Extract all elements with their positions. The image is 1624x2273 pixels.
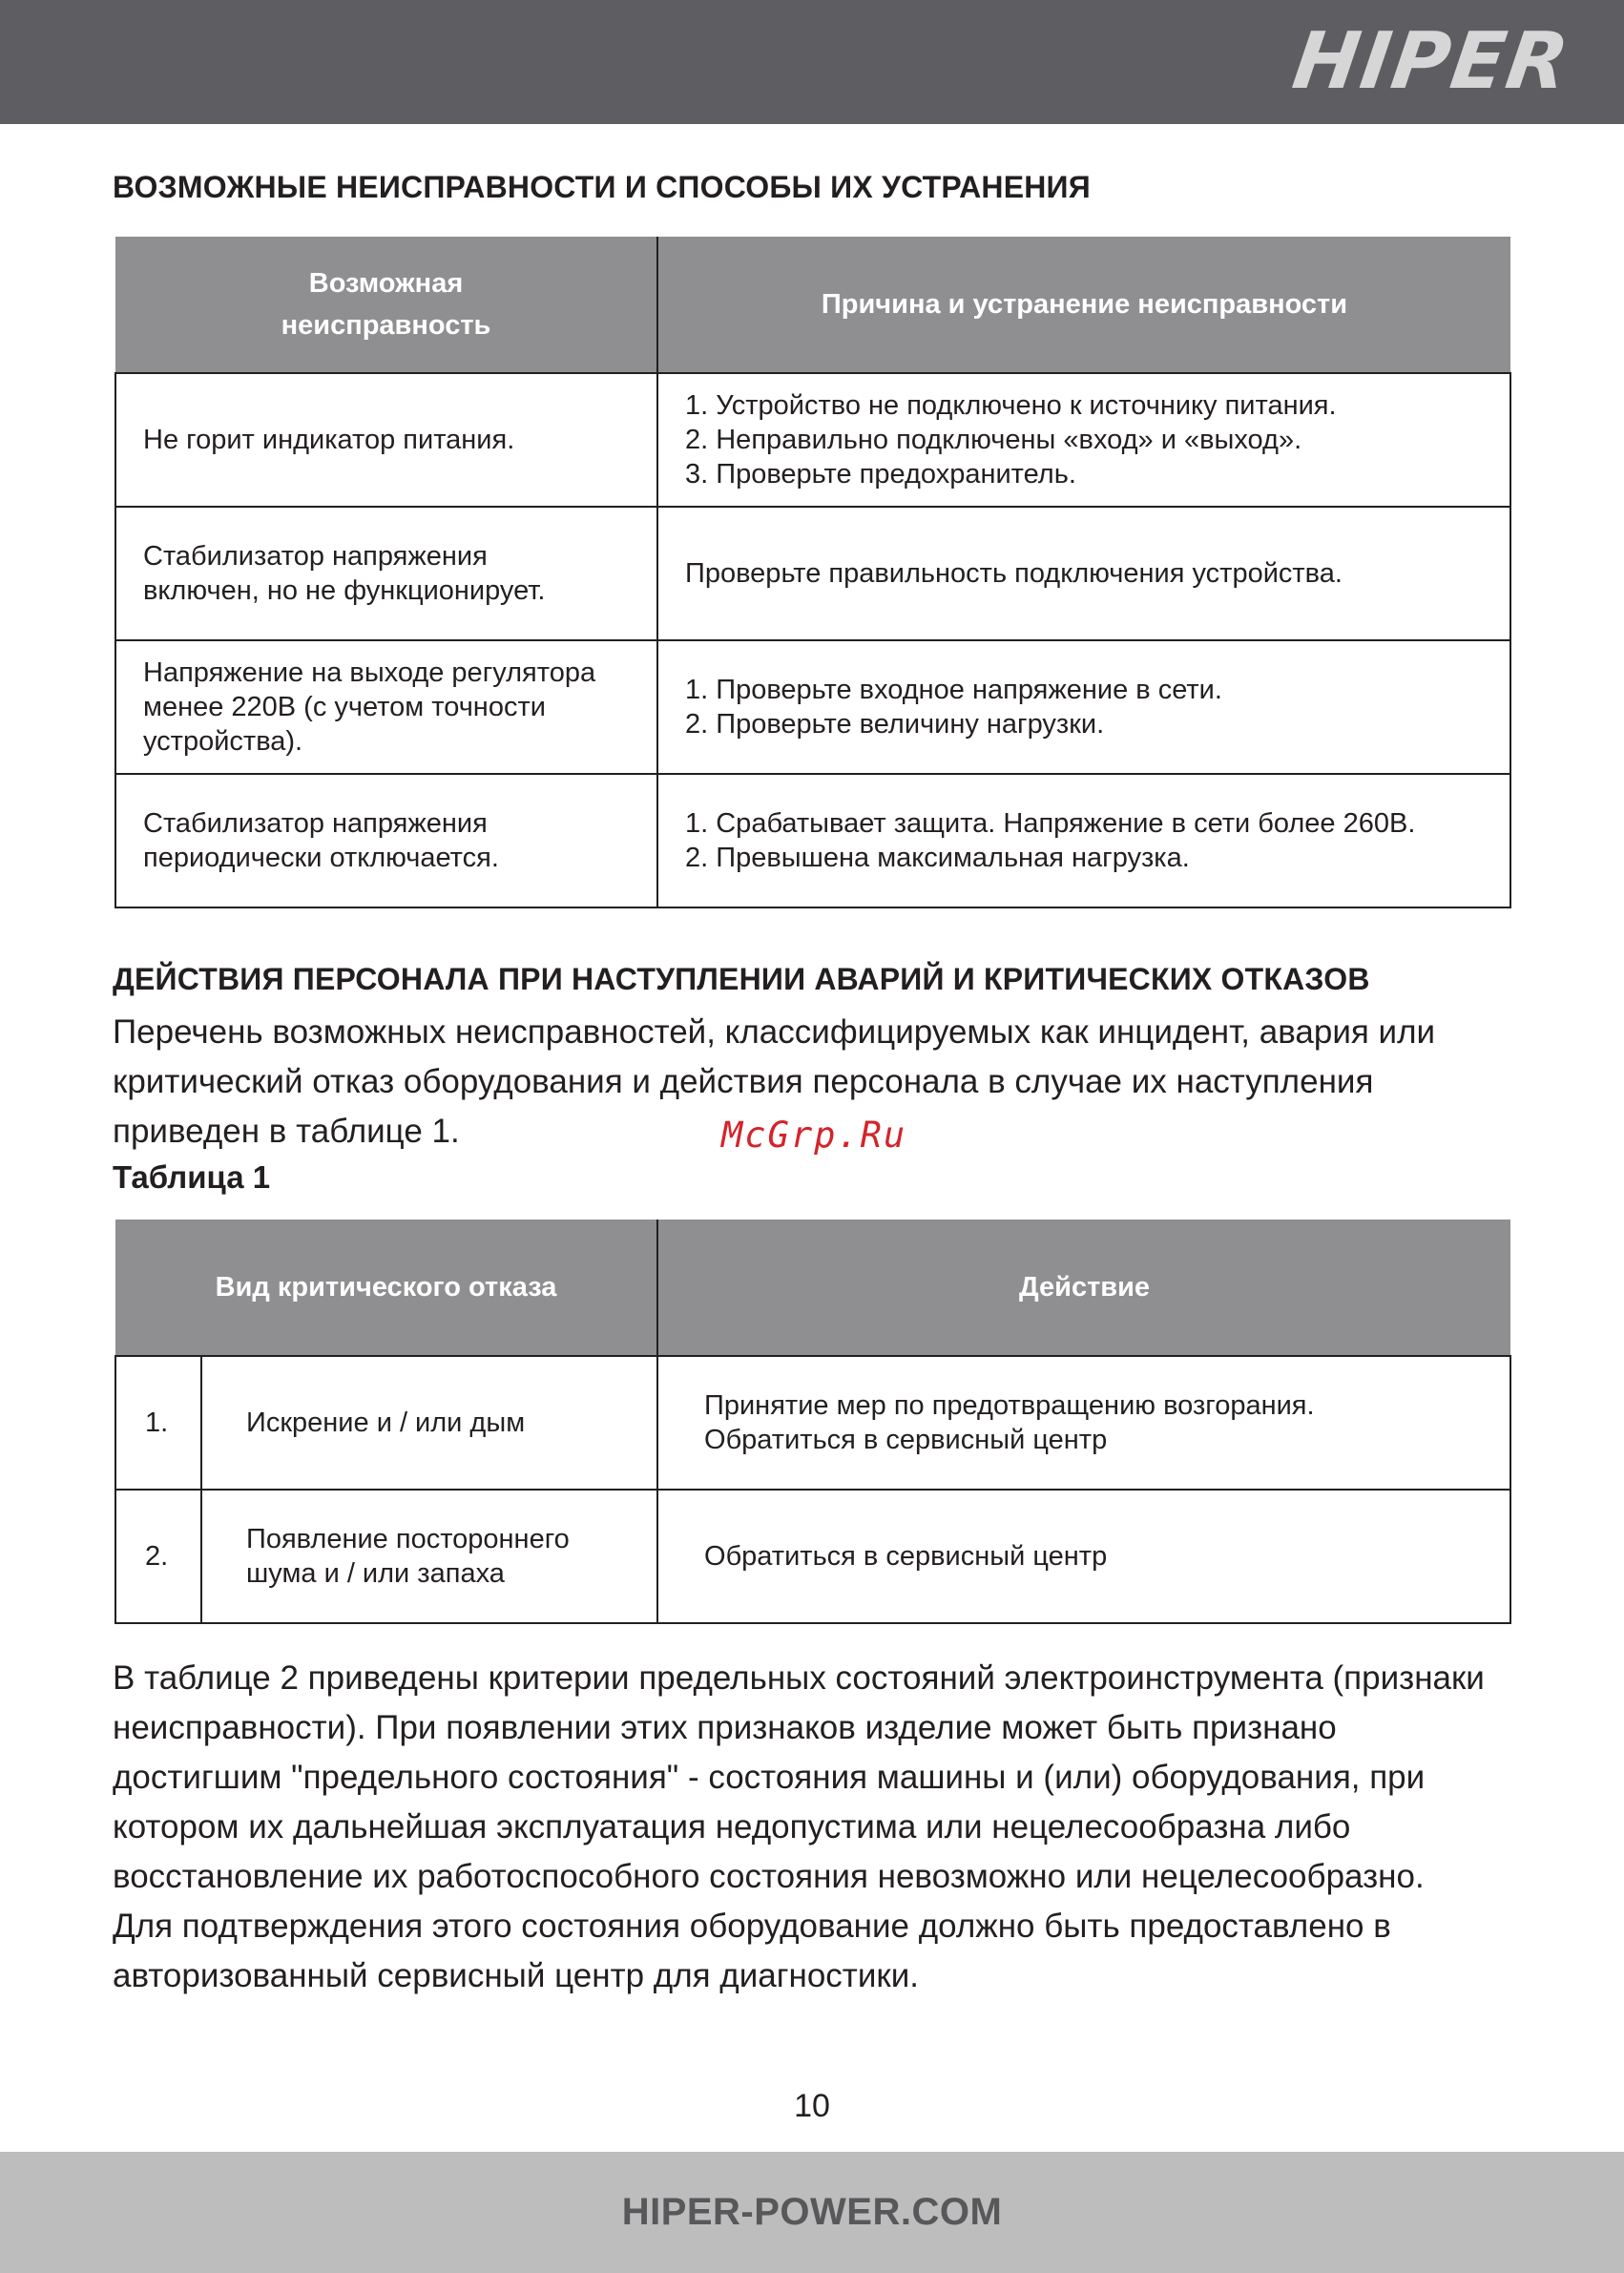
watermark: McGrp.Ru — [721, 1115, 907, 1156]
table-row — [115, 640, 1510, 774]
remedy-cell: 1. Проверьте входное напряжение в сети. 2. Проверьте величину нагрузки. — [657, 640, 1510, 774]
page-number: 10 — [794, 2088, 830, 2124]
action-cell: Принятие мер по предотвращению возгорания. Обратиться в сервисный центр — [657, 1356, 1510, 1490]
brand-logo: HIPER — [1286, 16, 1575, 107]
fault-cell: Не горит индикатор питания. — [115, 373, 657, 507]
failure-kind-cell: Появление постороннего шума и / или запаха — [201, 1490, 657, 1623]
faults-table-header-fault: Возможная неисправность — [115, 237, 657, 373]
section-heading-faults: ВОЗМОЖНЫЕ НЕИСПРАВНОСТИ И СПОСОБЫ ИХ УСТРАНЕНИЯ — [113, 170, 1091, 204]
fault-cell: Стабилизатор напряжения включен, но не функционирует. — [115, 507, 657, 640]
row-number: 2. — [115, 1490, 201, 1623]
closing-paragraph: В таблице 2 приведены критерии предельных состояний электроинструмента (признаки неисправности). При появлении этих признаков изделие может быть признано достигшим "предельного состояния" - состояния машины и (или) оборудования, при котором их дальнейшая эксплуатация недопустима или нецелесообразна либо восстановление их работоспособного состояния невозможно или нецелесообразно. Для подтверждения этого состояния оборудование должно быть предоставлено в авторизованный сервисный центр для диагностики. — [113, 1659, 1485, 1994]
intro-paragraph: Перечень возможных неисправностей, классифицируемых как инцидент, авария или критический отказ оборудования и действия персонала в случае их наступления приведен в таблице 1. — [113, 1013, 1436, 1150]
critical-table-header-kind: Вид критического отказа — [115, 1220, 657, 1356]
table-row — [115, 774, 1510, 907]
faults-table-header-remedy: Причина и устранение неисправности — [657, 237, 1510, 373]
remedy-cell: 1. Устройство не подключено к источнику питания. 2. Неправильно подключены «вход» и «выход». 3. Проверьте предохранитель. — [657, 373, 1510, 507]
table-row — [115, 1356, 1510, 1490]
footer-website: HIPER-POWER.COM — [621, 2191, 1003, 2233]
table-row — [115, 507, 1510, 640]
remedy-cell: 1. Срабатывает защита. Напряжение в сети более 260В. 2. Превышена максимальная нагрузка. — [657, 774, 1510, 907]
faults-table — [115, 237, 1511, 908]
action-cell: Обратиться в сервисный центр — [657, 1490, 1510, 1623]
table-label: Таблица 1 — [113, 1159, 271, 1195]
critical-failures-table — [115, 1220, 1511, 1624]
table-row — [115, 373, 1510, 507]
fault-cell: Стабилизатор напряжения периодически отключается. — [115, 774, 657, 907]
row-number: 1. — [115, 1356, 201, 1490]
fault-cell: Напряжение на выходе регулятора менее 220В (с учетом точности устройства). — [115, 640, 657, 774]
failure-kind-cell: Искрение и / или дым — [201, 1356, 657, 1490]
critical-table-header-action: Действие — [657, 1220, 1510, 1356]
section-heading-actions: ДЕЙСТВИЯ ПЕРСОНАЛА ПРИ НАСТУПЛЕНИИ АВАРИЙ И КРИТИЧЕСКИХ ОТКАЗОВ — [113, 962, 1370, 996]
table-row — [115, 1490, 1510, 1623]
remedy-cell: Проверьте правильность подключения устройства. — [657, 507, 1510, 640]
